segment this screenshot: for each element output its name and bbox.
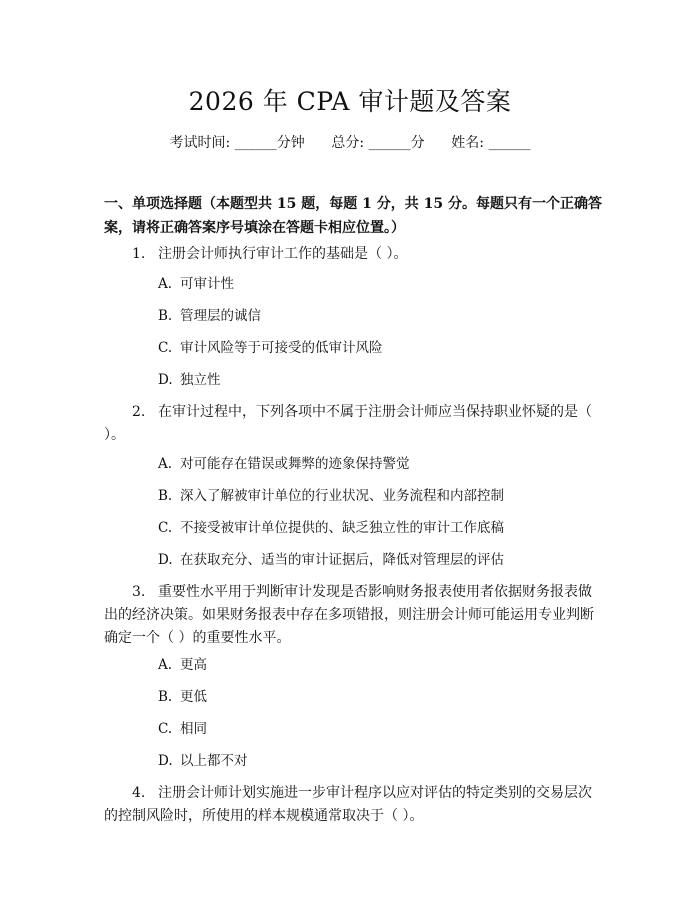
option-3a bbox=[158, 655, 207, 675]
option-2c bbox=[158, 518, 504, 538]
option-1a bbox=[158, 274, 234, 294]
option-1b bbox=[158, 306, 261, 326]
option-letter: A. bbox=[158, 456, 173, 472]
question-text: 注册会计师执行审计工作的基础是（ ）。 bbox=[158, 246, 408, 262]
option-letter: C. bbox=[158, 721, 173, 737]
option-text: 审计风险等于可接受的低审计风险 bbox=[180, 340, 383, 356]
option-letter: D. bbox=[158, 753, 173, 769]
option-text: 深入了解被审计单位的行业状况、业务流程和内部控制 bbox=[180, 488, 504, 504]
question-1 bbox=[104, 243, 598, 266]
question-number: 4. bbox=[132, 785, 146, 801]
option-text: 以上都不对 bbox=[180, 753, 248, 769]
option-letter: A. bbox=[158, 657, 173, 673]
option-text: 对可能存在错误或舞弊的迹象保持警觉 bbox=[180, 456, 410, 472]
option-letter: D. bbox=[158, 552, 173, 568]
option-letter: C. bbox=[158, 340, 173, 356]
option-letter: D. bbox=[158, 372, 173, 388]
question-number: 3. bbox=[132, 584, 146, 600]
option-letter: C. bbox=[158, 520, 173, 536]
option-text: 管理层的诚信 bbox=[180, 308, 261, 324]
question-2 bbox=[104, 401, 598, 447]
option-text: 更高 bbox=[180, 657, 207, 673]
option-2b bbox=[158, 486, 504, 506]
option-3c bbox=[158, 719, 207, 739]
option-text: 在获取充分、适当的审计证据后，降低对管理层的评估 bbox=[180, 552, 504, 568]
option-3d bbox=[158, 751, 248, 771]
question-number: 2. bbox=[132, 404, 146, 420]
option-1d bbox=[158, 370, 221, 390]
option-letter: A. bbox=[158, 276, 173, 292]
option-text: 更低 bbox=[180, 689, 207, 705]
option-2d bbox=[158, 550, 504, 570]
question-text: 注册会计师计划实施进一步审计程序以应对评估的特定类别的交易层次的控制风险时，所使用的样本规模通常取决于（ ）。 bbox=[104, 785, 592, 824]
option-2a bbox=[158, 454, 410, 474]
exam-meta-line: 考试时间: ______分钟 总分: ______分 姓名: ______ bbox=[169, 135, 531, 151]
option-text: 不接受被审计单位提供的、缺乏独立性的审计工作底稿 bbox=[180, 520, 504, 536]
question-4 bbox=[104, 782, 598, 828]
document-title: 2026 年 CPA 审计题及答案 bbox=[188, 87, 512, 116]
option-3b bbox=[158, 687, 207, 707]
question-number: 1. bbox=[132, 246, 146, 262]
option-text: 独立性 bbox=[180, 372, 221, 388]
section-heading: 一、单项选择题（本题型共 15 题，每题 1 分，共 15 分。每题只有一个正确答案，请将正确答案序号填涂在答题卡相应位置。） bbox=[104, 196, 602, 236]
option-letter: B. bbox=[158, 308, 173, 324]
option-text: 可审计性 bbox=[180, 276, 234, 292]
option-text: 相同 bbox=[180, 721, 207, 737]
option-1c bbox=[158, 338, 383, 358]
option-letter: B. bbox=[158, 689, 173, 705]
question-text: 重要性水平用于判断审计发现是否影响财务报表使用者依据财务报表做出的经济决策。如果财务报表中存在多项错报，则注册会计师可能运用专业判断确定一个（ ）的重要性水平。 bbox=[104, 584, 594, 646]
question-3 bbox=[104, 581, 598, 650]
question-text: 在审计过程中，下列各项中不属于注册会计师应当保持职业怀疑的是（ ）。 bbox=[104, 404, 592, 443]
option-letter: B. bbox=[158, 488, 173, 504]
